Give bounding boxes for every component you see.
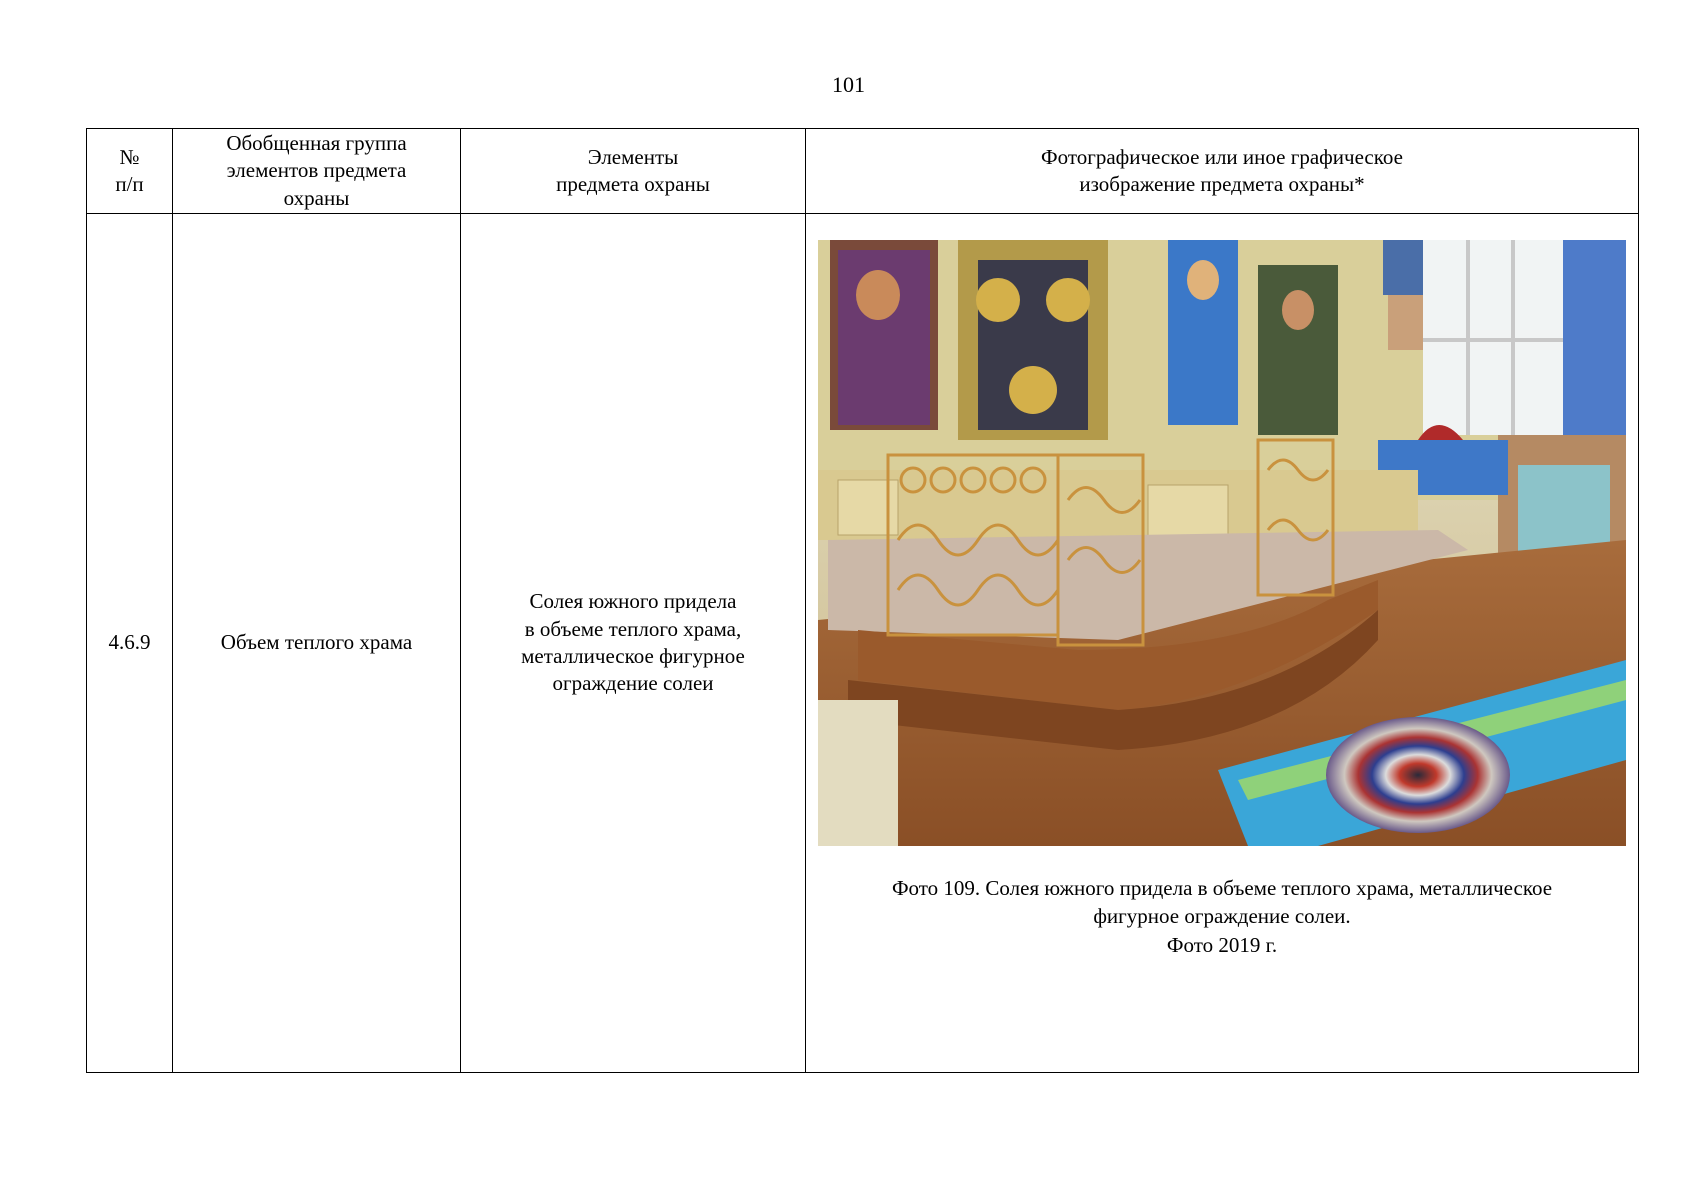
photo-caption (816, 874, 1628, 959)
header-elements: Элементы предмета охраны (461, 129, 806, 214)
page-number: 101 (832, 72, 865, 97)
header-group: Обобщенная группа элементов предмета охраны (173, 129, 461, 214)
church-interior-photo (818, 240, 1626, 846)
row-image-cell (806, 214, 1639, 1073)
header-image: Фотографическое или иное графическое изображение предмета охраны* (806, 129, 1639, 214)
protection-table (86, 128, 1639, 1073)
row-number: 4.6.9 (87, 214, 173, 1073)
caption-line-1: Фото 109. Солея южного придела в объеме теплого храма, металлическое (891, 876, 1553, 900)
caption-line-3: Фото 2019 г. (1166, 932, 1278, 957)
table-header-row (87, 129, 1639, 214)
caption-line-2: фигурное ограждение солеи. (1093, 904, 1351, 929)
header-number: № п/п (87, 129, 173, 214)
row-group: Объем теплого храма (173, 214, 461, 1073)
table-row (87, 214, 1639, 1073)
row-elements: Солея южного придела в объеме теплого храма, металлическое фигурное ограждение солеи (461, 214, 806, 1073)
